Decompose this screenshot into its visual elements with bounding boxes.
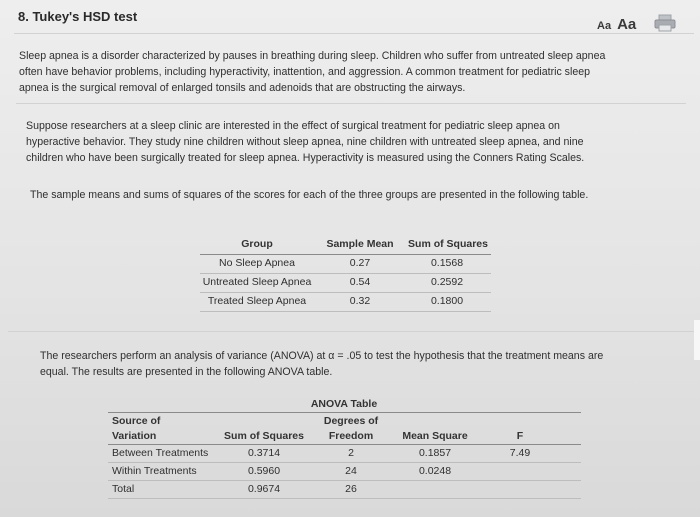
col-header-source-2: Variation — [112, 430, 157, 442]
table-rule — [200, 292, 491, 293]
anova-intro-line: equal. The results are presented in the following ANOVA table. — [40, 366, 333, 378]
section-divider — [16, 103, 686, 104]
table-rule — [108, 412, 581, 413]
table-cell: Between Treatments — [112, 447, 209, 459]
anova-table-title: ANOVA Table — [310, 398, 378, 410]
page-edge — [694, 320, 700, 360]
decrease-font-button[interactable]: Aa — [597, 20, 612, 32]
intro-line: Sleep apnea is a disorder characterized by pauses in breathing during sleep. Children who suffer from untreated sleep apnea — [19, 50, 606, 62]
table-cell: Total — [112, 483, 135, 495]
table-cell: 0.27 — [349, 257, 371, 269]
question-title: 8. Tukey's HSD test — [18, 9, 138, 24]
col-header-f: F — [516, 430, 524, 442]
table-cell: 0.1568 — [430, 257, 464, 269]
col-header-ss: Sum of Squares — [224, 430, 304, 442]
table-rule — [200, 311, 491, 312]
scenario-line: hyperactive behavior. They study nine children without sleep apnea, nine children with untreated sleep apnea, and nine — [26, 136, 584, 148]
table-cell: 0.1800 — [430, 295, 464, 307]
table-cell: 24 — [345, 465, 357, 477]
table-cell: 0.32 — [349, 295, 371, 307]
table-rule — [108, 444, 581, 445]
table-cell: 26 — [345, 483, 357, 495]
table-cell: 0.1857 — [418, 447, 452, 459]
col-header-source-1: Source of — [112, 415, 161, 427]
table-rule — [108, 480, 581, 481]
intro-paragraph — [19, 48, 679, 96]
table-cell: Treated Sleep Apnea — [207, 295, 307, 307]
table-rule — [200, 254, 491, 255]
means-intro-text: The sample means and sums of squares of the scores for each of the three groups are presented in the following table. — [30, 189, 589, 201]
table-cell: 0.54 — [349, 276, 371, 288]
col-header-group: Group — [241, 238, 273, 250]
header-divider — [14, 33, 694, 34]
table-cell: No Sleep Apnea — [219, 257, 295, 269]
col-header-ms: Mean Square — [402, 430, 468, 442]
anova-intro-paragraph — [40, 348, 650, 380]
table-cell: 0.0248 — [418, 465, 452, 477]
table-rule — [108, 498, 581, 499]
scenario-paragraph — [26, 118, 666, 166]
table-rule — [200, 273, 491, 274]
scenario-line: Suppose researchers at a sleep clinic are interested in the effect of surgical treatment for pediatric sleep apnea on — [26, 120, 560, 132]
print-icon[interactable] — [654, 14, 676, 32]
col-header-sample-mean: Sample Mean — [326, 238, 394, 250]
table-cell: 7.49 — [509, 447, 531, 459]
font-size-controls — [597, 16, 636, 33]
table-rule — [108, 462, 581, 463]
table-cell: Untreated Sleep Apnea — [202, 276, 312, 288]
table-cell: 2 — [348, 447, 354, 459]
col-header-sum-of-squares: Sum of Squares — [408, 238, 488, 250]
intro-line: often have behavior problems, including hyperactivity, inattention, and aggression. A common treatment for pediatric sleep — [19, 66, 591, 78]
col-header-df-2: Freedom — [328, 430, 374, 442]
table-cell: 0.3714 — [247, 447, 281, 459]
table-cell: 0.5960 — [247, 465, 281, 477]
table-cell: 0.2592 — [430, 276, 464, 288]
increase-font-button[interactable]: Aa — [617, 16, 637, 33]
anova-intro-line: The researchers perform an analysis of variance (ANOVA) at α = .05 to test the hypothesis that the treatment means are — [40, 350, 604, 362]
col-header-df-1: Degrees of — [323, 415, 379, 427]
intro-line: apnea is the surgical removal of enlarged tonsils and adenoids that are obstructing the airways. — [19, 82, 466, 94]
table-cell: 0.9674 — [247, 483, 281, 495]
scenario-line: children who have been surgically treated for sleep apnea. Hyperactivity is measured using the Conners Rating Scales. — [26, 152, 585, 164]
section-divider — [8, 331, 694, 332]
table-cell: Within Treatments — [112, 465, 197, 477]
